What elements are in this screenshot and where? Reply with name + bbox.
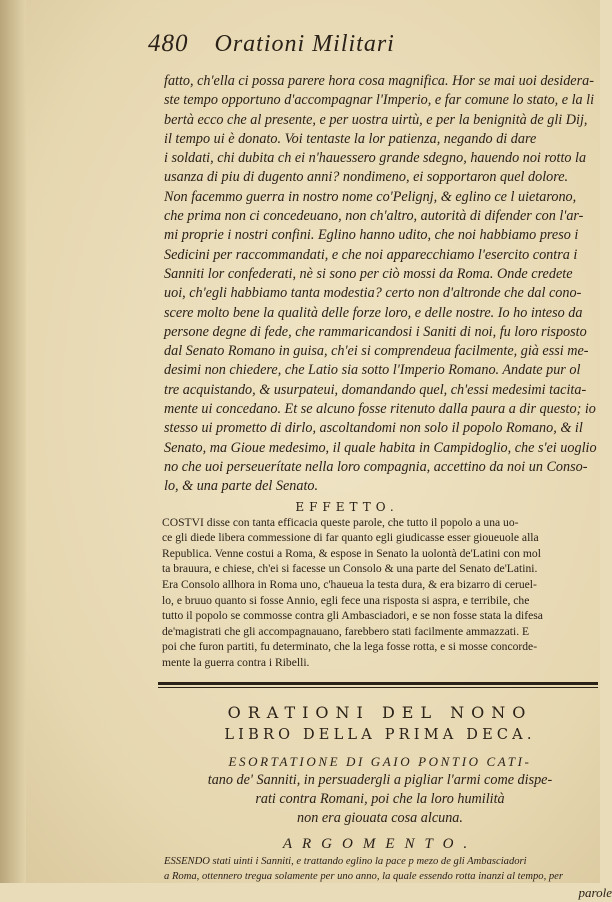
text-line: persone degne di fede, che rammaricandosi i Saniti di noi, fu loro risposto xyxy=(164,323,587,340)
text-line: dal Senato Romano in guisa, ch'ei si comprendeua facilmente, già essi me- xyxy=(164,343,589,360)
text-line: ta brauura, e chiese, ch'ei si facesse un Consolo & una parte del Senato de'Latini. xyxy=(162,562,538,576)
book-heading-line1: ORATIONI DEL NONO xyxy=(227,703,533,723)
book-heading-line2: LIBRO DELLA PRIMA DECA. xyxy=(224,727,536,744)
running-head xyxy=(148,30,544,66)
text-line: no che uoi perseuerítate nella loro compagnia, accettino da noi un Conso- xyxy=(164,458,588,475)
effetto-heading: EFFETTO. xyxy=(295,499,399,514)
text-line: Non facemmo guerra in nostro nome co'Pelignj, & eglino ce l uietarono, xyxy=(164,188,577,205)
text-line: il tempo ui è donato. Voi tentaste la lor patienza, negando di dare xyxy=(164,130,537,147)
title-line: non era giouata cosa alcuna. xyxy=(297,810,463,827)
text-line: tutto il popolo se commosse contra gli Ambasciadori, e se non fosse stata la difesa xyxy=(162,609,543,623)
text-line: mi proprie i nostri confini. Eglino hanno udito, che noi habbiamo preso i xyxy=(164,227,579,244)
binding-gutter xyxy=(0,0,26,883)
text-line: mente ui concedano. Et se alcuno fosse ritenuto dalla paura a dir questo; io xyxy=(164,401,596,418)
section-rule xyxy=(158,682,598,685)
text-line: COSTVI disse con tanta efficacia queste parole, che tutto il popolo a una uo- xyxy=(162,515,519,529)
text-line: ce gli diede libera commessione di far quanto egli giudicasse esser gioueuole alla xyxy=(162,531,539,545)
text-line: poi che furon partiti, fu determinato, che la lega fosse rotta, e si mosse concorde- xyxy=(162,640,538,654)
running-title: Orationi Militari xyxy=(214,31,395,57)
text-line: lo, e bruuo quanto si fosse Annio, egli fece una risposta si aspra, e terribile, che xyxy=(162,593,530,607)
text-line: desimi non chiedere, che Latio sia sotto l'Imperio Romano. Andate pur ol xyxy=(164,362,581,379)
esortatione-title xyxy=(150,752,553,828)
text-line: che prima non ci concedeuano, non ch'altro, autorità di difender con l'ar- xyxy=(164,208,584,225)
section-rule-thin xyxy=(158,687,598,688)
text-line: Era Consolo allhora in Roma uno, c'haueua la testa dura, & era bizarro di ceruel- xyxy=(162,577,537,591)
title-line: tano de' Sanniti, in persuadergli a pigliar l'armi come dispe- xyxy=(207,772,553,789)
text-line: lo, & una parte del Senato. xyxy=(164,478,319,495)
catchword: parole xyxy=(578,885,612,901)
argomento-text xyxy=(150,854,563,884)
text-line: ESSENDO stati uinti i Sanniti, e trattando eglino la pace p mezo de gli Ambasciadori xyxy=(164,856,527,868)
text-line: i soldati, chi dubita ch ei n'hauessero grande sdegno, hauendo noi rotto la xyxy=(164,150,587,167)
argomento-heading: ARGOMENTO. xyxy=(282,836,478,853)
text-line: de'magistrati che gli accompagnauano, farebbero stati facilmente ammazzati. E xyxy=(162,624,530,638)
title-line: ESORTATIONE DI GAIO PONTIO CATI- xyxy=(228,754,532,770)
text-line: Sanniti lor confederati, nè si sono per ciò mossi da Roma. Onde credete xyxy=(164,265,573,282)
text-line: tre acquistando, & usurpateui, domandando quel, ch'essi medesimi tacita- xyxy=(164,381,587,398)
text-line: mente la guerra contra i Ribelli. xyxy=(162,655,310,669)
text-line: Republica. Venne costui a Roma, & espose in Senato la uolontà de'Latini con mol xyxy=(162,546,541,560)
text-line: usanza di piu di dugento anni? nondimeno, ei sopportaron quel dolore. xyxy=(164,169,569,186)
title-line: rati contra Romani, poi che la loro humilità xyxy=(255,791,505,808)
text-line: uoi, ch'egli habbiamo tanta modestia? certo non d'altronde che dal cono- xyxy=(164,285,582,302)
text-line: fatto, ch'ella ci possa parere hora cosa magnifica. Hor se mai uoi desidera- xyxy=(164,73,594,89)
text-line: a Roma, ottennero tregua solamente per uno anno, la quale essendo rotta inanzi al tempo, per xyxy=(164,871,563,883)
text-line: scere molto bene la qualità delle forze loro, e delle nostre. Io ho inteso da xyxy=(164,304,583,321)
page-number: 480 xyxy=(148,30,189,57)
text-line: Sedicini per raccommandati, e che noi apparecchiamo l'esercito contra i xyxy=(164,246,578,263)
oration-text xyxy=(150,72,597,497)
text-line: Senato, ma Gioue medesimo, il quale habita in Campidoglio, che s'ei uoglio xyxy=(164,439,597,456)
effetto-text xyxy=(150,515,544,671)
text-line: stesso ui prometto di dirlo, ascoltandomi non solo il popolo Romano, & il xyxy=(164,420,583,437)
text-line: bertà ecco che al presente, e per uostra uirtù, e per la benignità de gli Dij, xyxy=(164,111,588,128)
text-line: ste tempo opportuno d'accompagnar l'Imperio, e far comune lo stato, e la li xyxy=(164,92,595,109)
